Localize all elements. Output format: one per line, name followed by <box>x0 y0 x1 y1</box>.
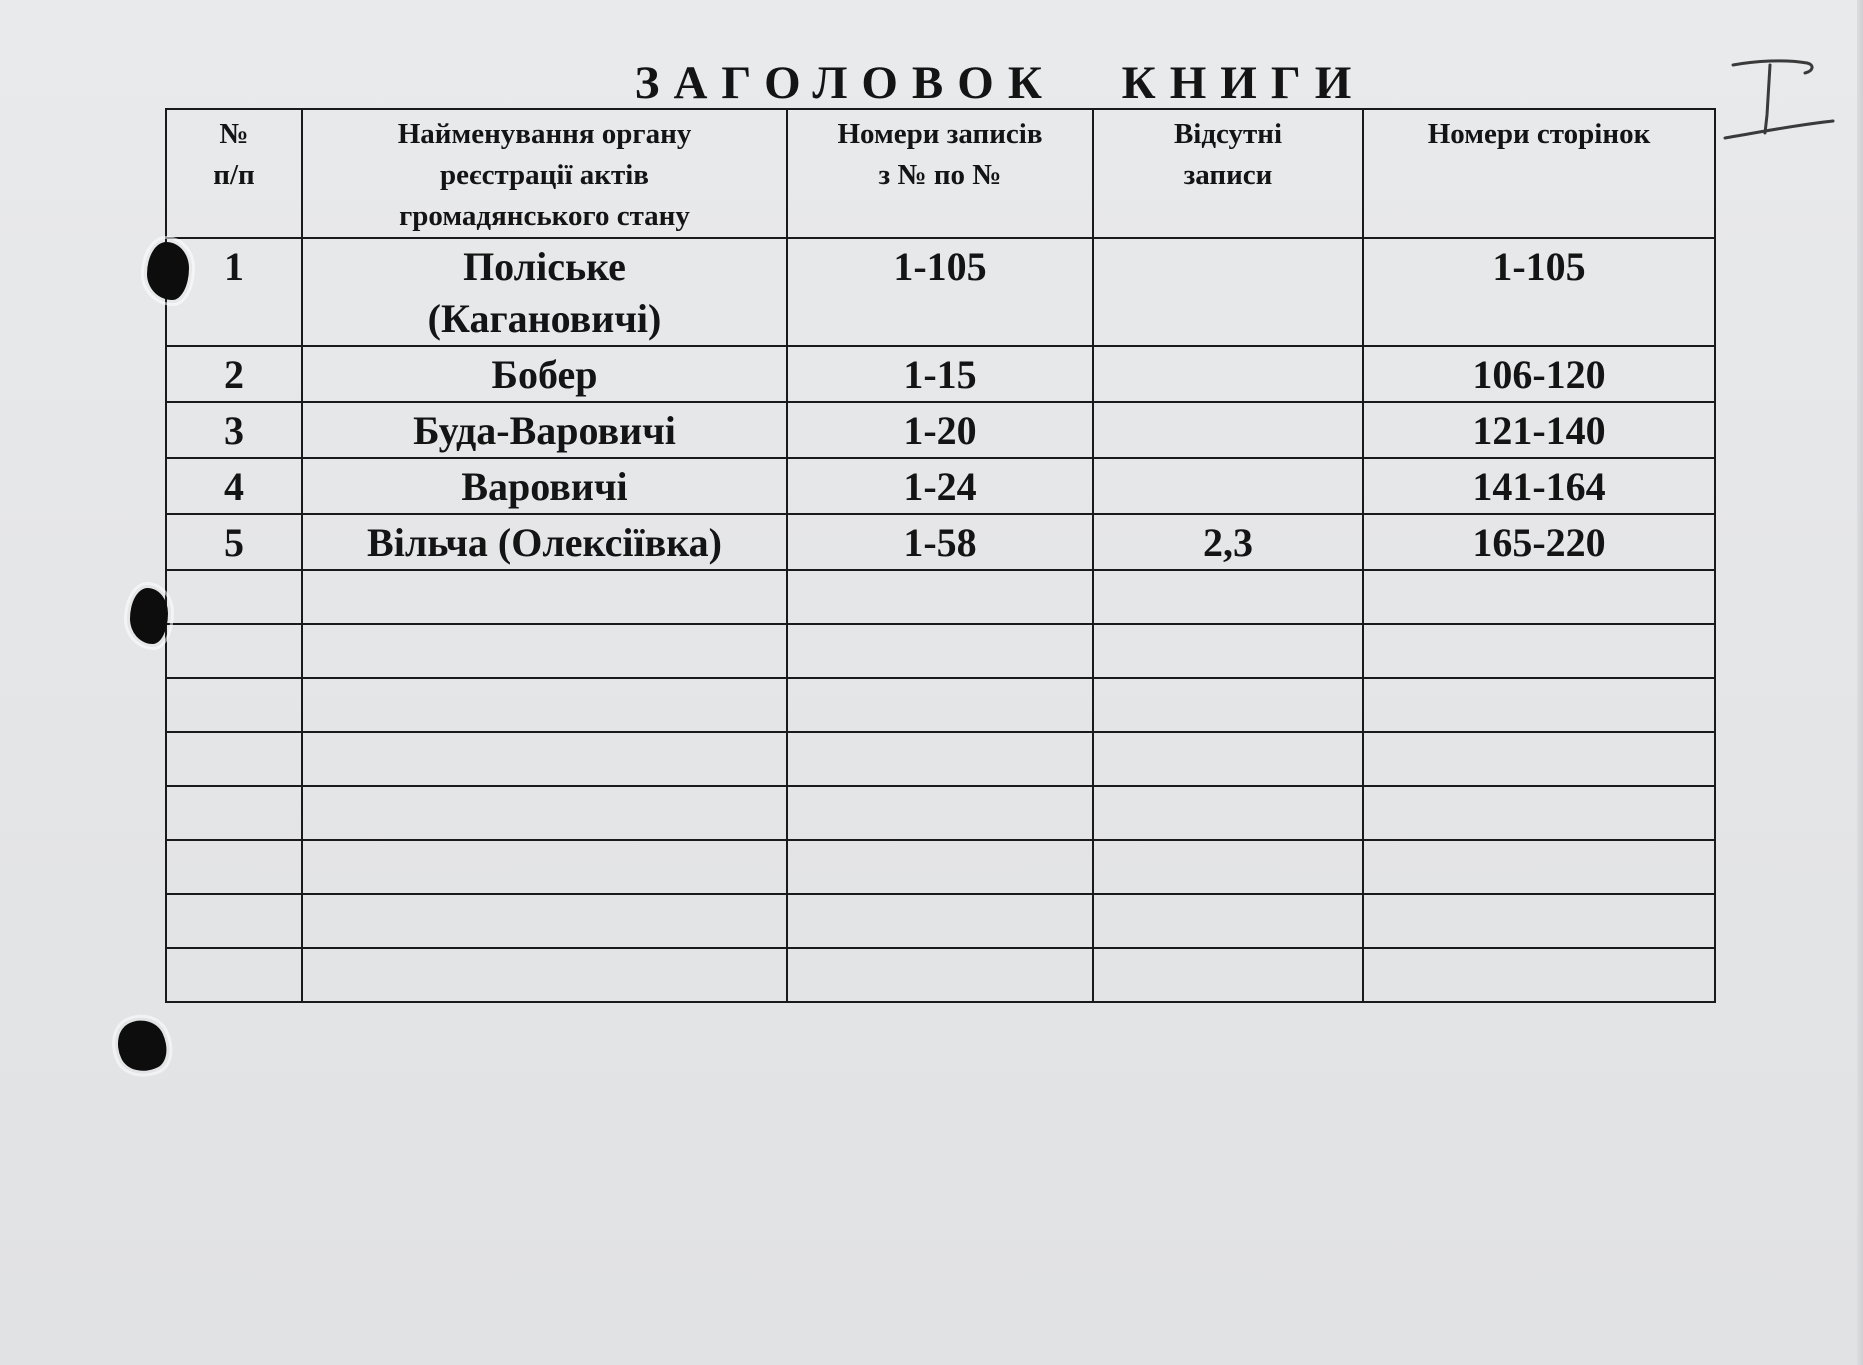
empty-cell <box>787 786 1093 840</box>
handwritten-mark <box>1715 55 1835 145</box>
empty-table-row <box>166 948 1715 1002</box>
cell-pages: 1-105 <box>1363 238 1715 346</box>
cell-name: Вільча (Олексіївка) <box>302 514 787 570</box>
empty-cell <box>1093 840 1363 894</box>
empty-cell <box>1093 948 1363 1002</box>
empty-cell <box>1363 786 1715 840</box>
empty-cell <box>1363 948 1715 1002</box>
document-title: ЗАГОЛОВОК КНИГИ <box>634 57 1366 109</box>
table-row <box>166 402 1715 458</box>
empty-cell <box>302 786 787 840</box>
cell-missing <box>1093 346 1363 402</box>
cell-missing: 2,3 <box>1093 514 1363 570</box>
empty-cell <box>1093 786 1363 840</box>
empty-cell <box>1363 678 1715 732</box>
table-row <box>166 458 1715 514</box>
empty-table-row <box>166 840 1715 894</box>
cell-records: 1-58 <box>787 514 1093 570</box>
empty-cell <box>166 624 302 678</box>
binding-hole <box>147 242 189 300</box>
cell-name: Варовичі <box>302 458 787 514</box>
table-row <box>166 514 1715 570</box>
empty-cell <box>787 570 1093 624</box>
cell-num: 5 <box>166 514 302 570</box>
header-records: Номери записів з № по № <box>787 109 1093 238</box>
empty-cell <box>166 840 302 894</box>
empty-cell <box>787 732 1093 786</box>
cell-pages: 141-164 <box>1363 458 1715 514</box>
empty-cell <box>302 678 787 732</box>
empty-cell <box>166 732 302 786</box>
table-row <box>166 346 1715 402</box>
cell-num: 2 <box>166 346 302 402</box>
cell-pages: 106-120 <box>1363 346 1715 402</box>
empty-table-row <box>166 570 1715 624</box>
empty-table-row <box>166 894 1715 948</box>
cell-name: Буда-Варовичі <box>302 402 787 458</box>
cell-num: 3 <box>166 402 302 458</box>
registry-table <box>165 108 1716 1003</box>
empty-table-row <box>166 732 1715 786</box>
empty-cell <box>166 786 302 840</box>
empty-cell <box>1363 624 1715 678</box>
header-row <box>166 109 1715 238</box>
cell-missing <box>1093 238 1363 346</box>
empty-cell <box>787 948 1093 1002</box>
cell-num: 1 <box>166 238 302 346</box>
empty-cell <box>302 570 787 624</box>
header-pages: Номери сторінок <box>1363 109 1715 238</box>
binding-hole <box>130 588 168 644</box>
page-edge <box>1857 0 1863 1365</box>
empty-table-row <box>166 786 1715 840</box>
empty-cell <box>787 678 1093 732</box>
table-row <box>166 238 1715 346</box>
empty-table-row <box>166 678 1715 732</box>
empty-cell <box>302 840 787 894</box>
empty-cell <box>787 894 1093 948</box>
empty-cell <box>166 894 302 948</box>
header-num: № п/п <box>166 109 302 238</box>
cell-name: Бобер <box>302 346 787 402</box>
empty-cell <box>166 948 302 1002</box>
empty-cell <box>302 624 787 678</box>
empty-cell <box>1093 894 1363 948</box>
empty-table-row <box>166 624 1715 678</box>
empty-cell <box>1093 732 1363 786</box>
cell-missing <box>1093 458 1363 514</box>
empty-cell <box>1363 840 1715 894</box>
empty-cell <box>302 732 787 786</box>
empty-cell <box>787 624 1093 678</box>
cell-pages: 121-140 <box>1363 402 1715 458</box>
cell-records: 1-15 <box>787 346 1093 402</box>
empty-cell <box>1093 570 1363 624</box>
cell-num: 4 <box>166 458 302 514</box>
cell-missing <box>1093 402 1363 458</box>
empty-cell <box>166 678 302 732</box>
empty-cell <box>1093 624 1363 678</box>
empty-cell <box>166 570 302 624</box>
cell-name: Поліське (Кагановичі) <box>302 238 787 346</box>
empty-cell <box>302 948 787 1002</box>
empty-cell <box>1093 678 1363 732</box>
cell-records: 1-24 <box>787 458 1093 514</box>
header-name: Найменування органу реєстрації актів громадянського стану <box>302 109 787 238</box>
cell-records: 1-105 <box>787 238 1093 346</box>
empty-cell <box>787 840 1093 894</box>
empty-cell <box>1363 570 1715 624</box>
empty-cell <box>302 894 787 948</box>
cell-pages: 165-220 <box>1363 514 1715 570</box>
empty-cell <box>1363 894 1715 948</box>
empty-cell <box>1363 732 1715 786</box>
cell-records: 1-20 <box>787 402 1093 458</box>
header-missing: Відсутні записи <box>1093 109 1363 238</box>
